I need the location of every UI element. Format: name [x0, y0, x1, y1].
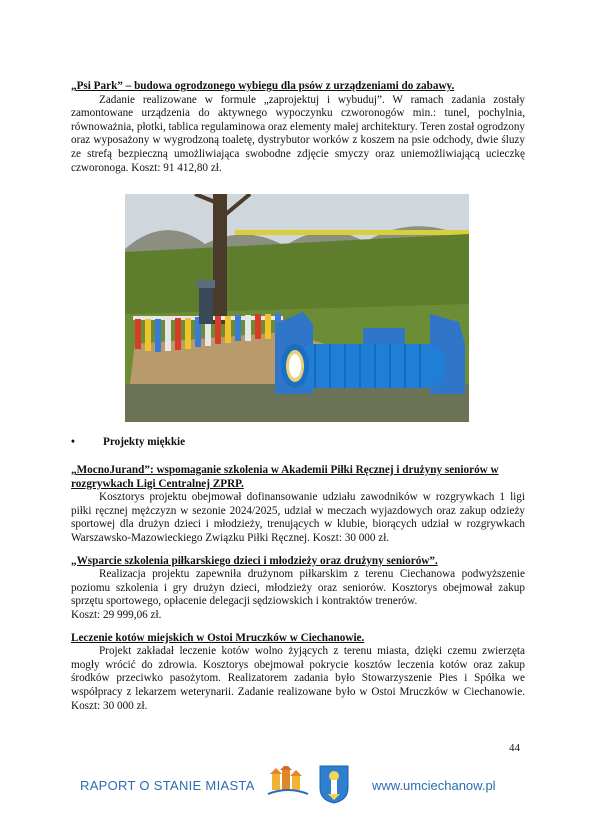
section-body: Zadanie realizowane w formule „zaprojektuj i wybuduj”. W ramach zadania zostały zamontowane urządzenia do aktywnego wypoczynku czworonogów min.: tunel, pochylnia, równoważnia, płotki, tablica regulaminowa oraz elementy małej architektury. Teren został ogrodzony oraz wyposażony w wygrodzoną toaletę, dystrybutor worków z koszem na psie odchody, dwie śluzy ze strefą bezpieczną umożliwiająca swobodne zdjęcie smyczy oraz uniemożliwiającą ucieczkę czworonoga. Koszt: 91 412,80 zł.: [71, 93, 526, 174]
ciechanow-logo-icon: [266, 766, 310, 802]
section-heading-football: „Wsparcie szkolenia piłkarskiego dzieci i młodzieży oraz drużyny seniorów”.: [71, 554, 438, 567]
dog-park-illustration: [125, 194, 469, 422]
bullet-symbol: •: [71, 436, 75, 448]
section-heading-cats: Leczenie kotów miejskich w Ostoi Mruczków w Ciechanowie.: [71, 631, 365, 644]
section-heading: „Psi Park” – budowa ogrodzonego wybiegu dla psów z urządzeniami do zabawy.: [71, 80, 455, 92]
footer-report-title: RAPORT O STANIE MIASTA: [80, 778, 255, 793]
section-body-football: Realizacja projektu zapewniła drużynom piłkarskim z terenu Ciechanowa podwyższenie poziomu szkolenia i gry drużyn dzieci, młodzieży oraz seniorów. Kosztorys obejmował zakup sprzętu sportowego, opłacenie delegacji sędziowskich i kontraktów trenerów.: [71, 568, 525, 608]
page-number: 44: [509, 742, 520, 754]
soft-projects-sections: [71, 464, 525, 713]
section-psi-park: [71, 80, 525, 175]
page-footer: [0, 766, 594, 806]
footer-website[interactable]: www.umciechanow.pl: [372, 778, 496, 793]
coat-of-arms-icon: [318, 764, 350, 804]
section-heading-mocnojurand: „MocnoJurand”: wspomaganie szkolenia w Akademii Piłki Ręcznej i drużyny seniorów w rozgrywkach Ligi Centralnej ZPRP.: [71, 464, 499, 490]
section-cost-football: Koszt: 29 999,06 zł.: [71, 608, 162, 621]
section-body-mocnojurand: Kosztorys projektu obejmował dofinansowanie udziału zawodników w rozgrywkach 1 ligi piłki ręcznej mężczyzn w sezonie 2024/2025, udział w meczach wyjazdowych oraz zakup odzieży sportowej dla drużyn dzieci i młodzieży, trenujących w klubie, biorących udział w rozgrywkach Warszawsko-Mazowieckiego Związku Piłki Ręcznej. Koszt: 30 000 zł.: [71, 491, 525, 544]
bullet-soft-projects: [71, 436, 185, 448]
section-body-cats: Projekt zakładał leczenie kotów wolno żyjących z terenu miasta, dzięki czemu zwierzęta mogły wrócić do zdrowia. Kosztorys obejmował pokrycie kosztów leczenia kotów oraz zakup środków przeciwko pasożytom. Realizatorem zadania było Stowarzyszenie Pies i Spółka we współpracy z lekarzem weterynarii. Zadanie realizowane było w Ostoi Mruczków w Ciechanowie. Koszt: 30 000 zł.: [71, 645, 525, 712]
bullet-label: Projekty miękkie: [103, 436, 186, 448]
dog-park-photo: [125, 194, 469, 422]
